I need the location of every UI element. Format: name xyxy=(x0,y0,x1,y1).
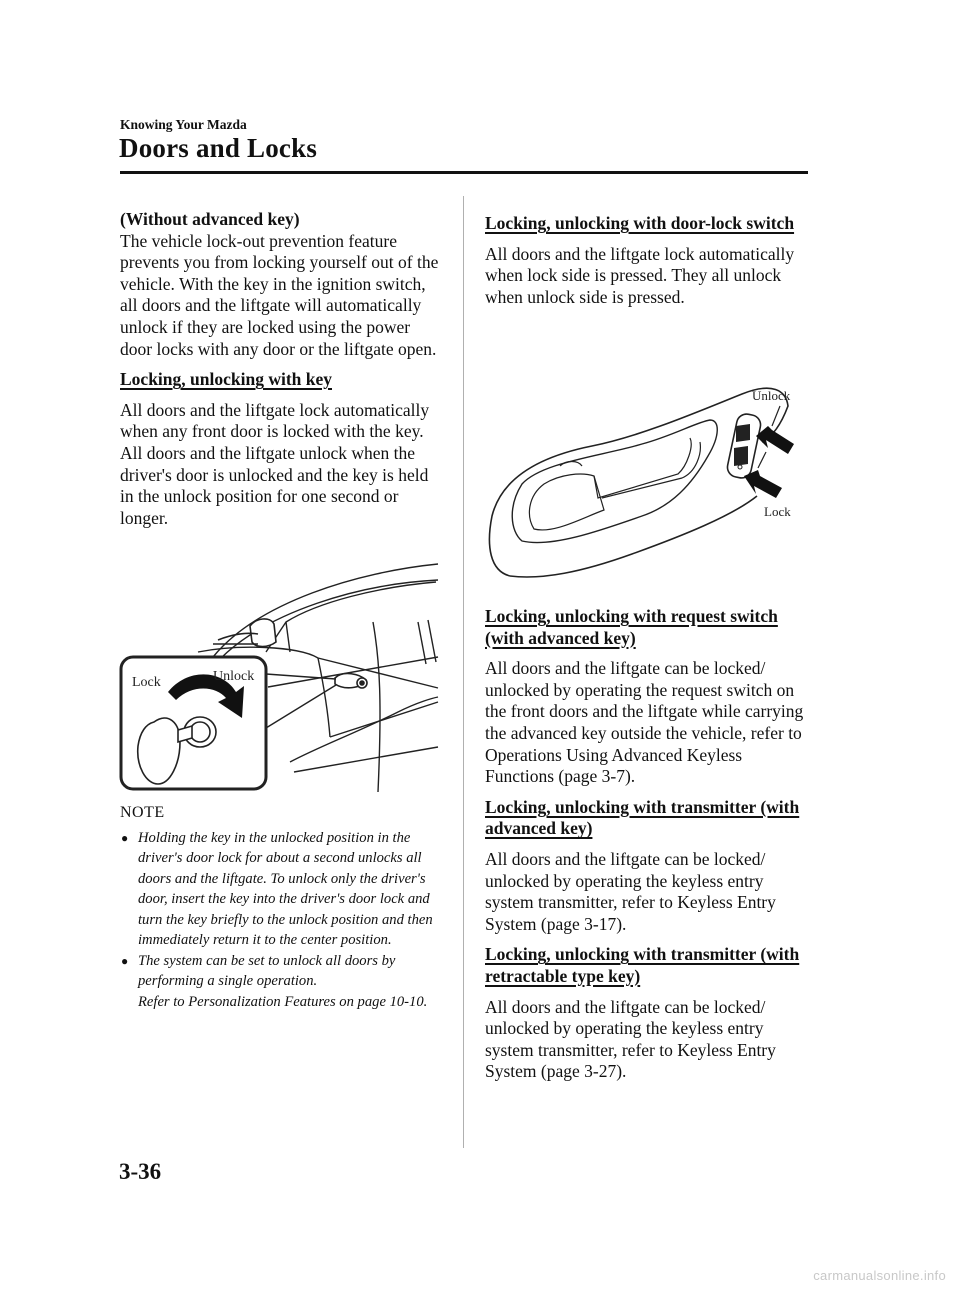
section-label: Knowing Your Mazda xyxy=(120,117,247,132)
subhead-transmitter-retractable: Locking, unlocking with transmitter (with retractable type key) xyxy=(485,944,800,986)
subhead-request-switch: Locking, unlocking with request switch (with advanced key) xyxy=(485,606,778,648)
note-item-text: Holding the key in the unlocked position in the driver's door lock for about a second unlocks all doors and the liftgate. To unlock only the driver's door, insert the key into the driver's door lock and turn the key briefly to the unlock position and then immediately return it to the center position. xyxy=(138,829,433,949)
door-lock-switch-figure xyxy=(482,366,800,588)
right-column-bottom xyxy=(485,606,807,1083)
roof-line xyxy=(213,564,438,657)
note-list xyxy=(120,828,442,1013)
subhead-locking-with-key: Locking, unlocking with key xyxy=(120,369,332,390)
column-divider xyxy=(463,196,464,1148)
paragraph-request-switch: All doors and the liftgate can be locked/ unlocked by operating the request switch on the front doors and the liftgate while carrying the advanced key outside the vehicle, refer to Operations Using Advanced Keyless Functions (page 3-7). xyxy=(485,658,804,787)
lock-label: Lock xyxy=(132,675,161,690)
bullet-icon: ● xyxy=(121,830,129,845)
note-item xyxy=(120,828,442,951)
bullet-icon: ● xyxy=(121,953,129,968)
note-item-text: Refer to Personalization Features on page 10-10. xyxy=(138,993,428,1010)
switch-lock-label: Lock xyxy=(764,504,791,519)
unlock-label: Unlock xyxy=(213,669,255,684)
paragraph-lockout-prevention: The vehicle lock-out prevention feature prevents you from locking yourself out of the vehicle. With the key in the ignition switch, all doors and the liftgate will automatically unlock if they are locked using the power door locks with any door or the liftgate open. xyxy=(120,230,439,359)
note-item-text: The system can be set to unlock all doors by performing a single operation. xyxy=(138,952,396,990)
paragraph-locking-with-key: All doors and the liftgate lock automatically when any front door is locked with the key. All doors and the liftgate unlock when the driver's door is unlocked and the key is held in the unlock position for one second or longer. xyxy=(120,399,430,528)
switch-unlock-label: Unlock xyxy=(752,388,791,403)
key-lock-figure xyxy=(118,562,448,794)
paragraph-transmitter-advanced: All doors and the liftgate can be locked/ unlocked by operating the keyless entry system transmitter, refer to Keyless Entry System (page 3-17). xyxy=(485,848,776,934)
watermark-text: carmanualsonline.info xyxy=(813,1268,946,1283)
page-number: 3-36 xyxy=(119,1159,162,1184)
note-title: NOTE xyxy=(120,804,165,821)
paragraph-transmitter-retractable: All doors and the liftgate can be locked/ unlocked by operating the keyless entry system transmitter, refer to Keyless Entry System (page 3-27). xyxy=(485,996,776,1082)
paragraph-door-lock-switch: All doors and the liftgate lock automatically when lock side is pressed. They all unlock when unlock side is pressed. xyxy=(485,243,795,307)
subhead-door-lock-switch: Locking, unlocking with door-lock switch xyxy=(485,213,795,233)
note-block xyxy=(120,802,442,1012)
note-item xyxy=(120,951,442,992)
subhead-without-advanced-key: (Without advanced key) xyxy=(120,209,300,229)
page-title: Doors and Locks xyxy=(119,133,318,163)
subhead-transmitter-advanced: Locking, unlocking with transmitter (with advanced key) xyxy=(485,796,800,839)
right-column-top xyxy=(485,213,807,308)
left-column-top xyxy=(120,209,442,529)
title-rule xyxy=(120,171,808,174)
note-item xyxy=(120,992,442,1013)
